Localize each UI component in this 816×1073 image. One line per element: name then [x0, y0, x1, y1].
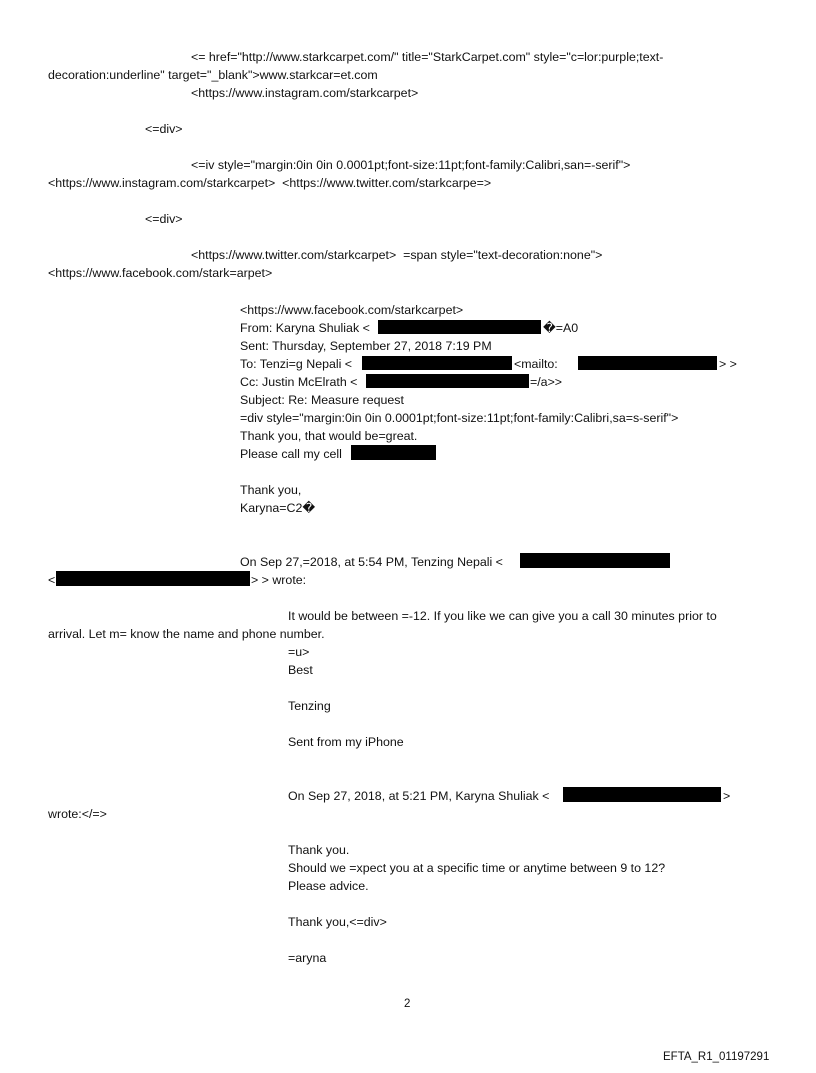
reply-header-suffix: >	[723, 789, 731, 803]
facebook-url: <https://www.facebook.com/starkcarpet>	[240, 303, 464, 317]
body-text: Thank you,<=div>	[288, 915, 387, 929]
redaction-box	[362, 356, 512, 370]
to-line-mailto: <mailto:	[514, 357, 558, 371]
body-text: Should we =xpect you at a specific time or anytime between 9 to 12?	[288, 861, 666, 875]
div-tag: <=div>	[145, 122, 183, 136]
reply-header-wrote: wrote:</=>	[48, 807, 107, 821]
to-line-suffix: > >	[719, 357, 737, 371]
signature: Karyna=C2�	[240, 501, 316, 515]
redaction-box	[56, 571, 250, 586]
social-urls-line: <https://www.instagram.com/starkcarpet> <https://www.twitter.com/starkcarpe=>	[48, 176, 492, 190]
div-tag: <=div>	[145, 212, 183, 226]
reply-header: On Sep 27, 2018, at 5:21 PM, Karyna Shuliak <	[288, 789, 550, 803]
redaction-box	[378, 320, 541, 334]
sent-line: Sent: Thursday, September 27, 2018 7:19 PM	[240, 339, 492, 353]
body-text: It would be between =-12. If you like we can give you a call 30 minutes prior to	[288, 609, 717, 623]
cc-line-label: Cc: Justin McElrath <	[240, 375, 358, 389]
twitter-url-line: <https://www.twitter.com/starkcarpet> =span style="text-decoration:none">	[191, 248, 603, 262]
style-line: <=iv style="margin:0in 0in 0.0001pt;font-size:11pt;font-family:Calibri,san=-serif">	[191, 158, 631, 172]
reply-header: On Sep 27,=2018, at 5:54 PM, Tenzing Nepali <	[240, 555, 503, 569]
facebook-url-line: <https://www.facebook.com/stark=arpet>	[48, 266, 273, 280]
body-text: Thank you,	[240, 483, 302, 497]
cc-line-suffix: =/a>>	[530, 375, 563, 389]
from-line-suffix: �=A0	[543, 321, 579, 335]
redaction-box	[351, 445, 436, 460]
redaction-box	[563, 787, 721, 802]
body-text: Best	[288, 663, 313, 677]
body-text: Thank you.	[288, 843, 350, 857]
body-text: =u>	[288, 645, 310, 659]
signature: =aryna	[288, 951, 327, 965]
redaction-box	[578, 356, 717, 370]
style-line: =div style="margin:0in 0in 0.0001pt;font-size:11pt;font-family:Calibri,sa=s-serif">	[240, 411, 679, 425]
redaction-box	[520, 553, 670, 568]
body-text: Tenzing	[288, 699, 331, 713]
bates-number: EFTA_R1_01197291	[663, 1051, 770, 1063]
html-link-line: <= href="http://www.starkcarpet.com/" title="StarkCarpet.com" style="c=lor:purple;text-	[191, 50, 664, 64]
page-number: 2	[404, 998, 411, 1010]
html-link-line-cont: decoration:underline" target="_blank">www.starkcar=et.com	[48, 68, 378, 82]
body-text: Please call my cell	[240, 447, 342, 461]
from-line-label: From: Karyna Shuliak <	[240, 321, 370, 335]
body-text: Please advice.	[288, 879, 369, 893]
reply-header-wrote: > > wrote:	[251, 573, 307, 587]
instagram-url: <https://www.instagram.com/starkcarpet>	[191, 86, 419, 100]
to-line-label: To: Tenzi=g Nepali <	[240, 357, 353, 371]
subject-line: Subject: Re: Measure request	[240, 393, 404, 407]
body-text: Thank you, that would be=great.	[240, 429, 418, 443]
reply-header-cont: <	[48, 573, 56, 587]
body-text: arrival. Let m= know the name and phone number.	[48, 627, 325, 641]
redaction-box	[366, 374, 529, 388]
body-text: Sent from my iPhone	[288, 735, 404, 749]
